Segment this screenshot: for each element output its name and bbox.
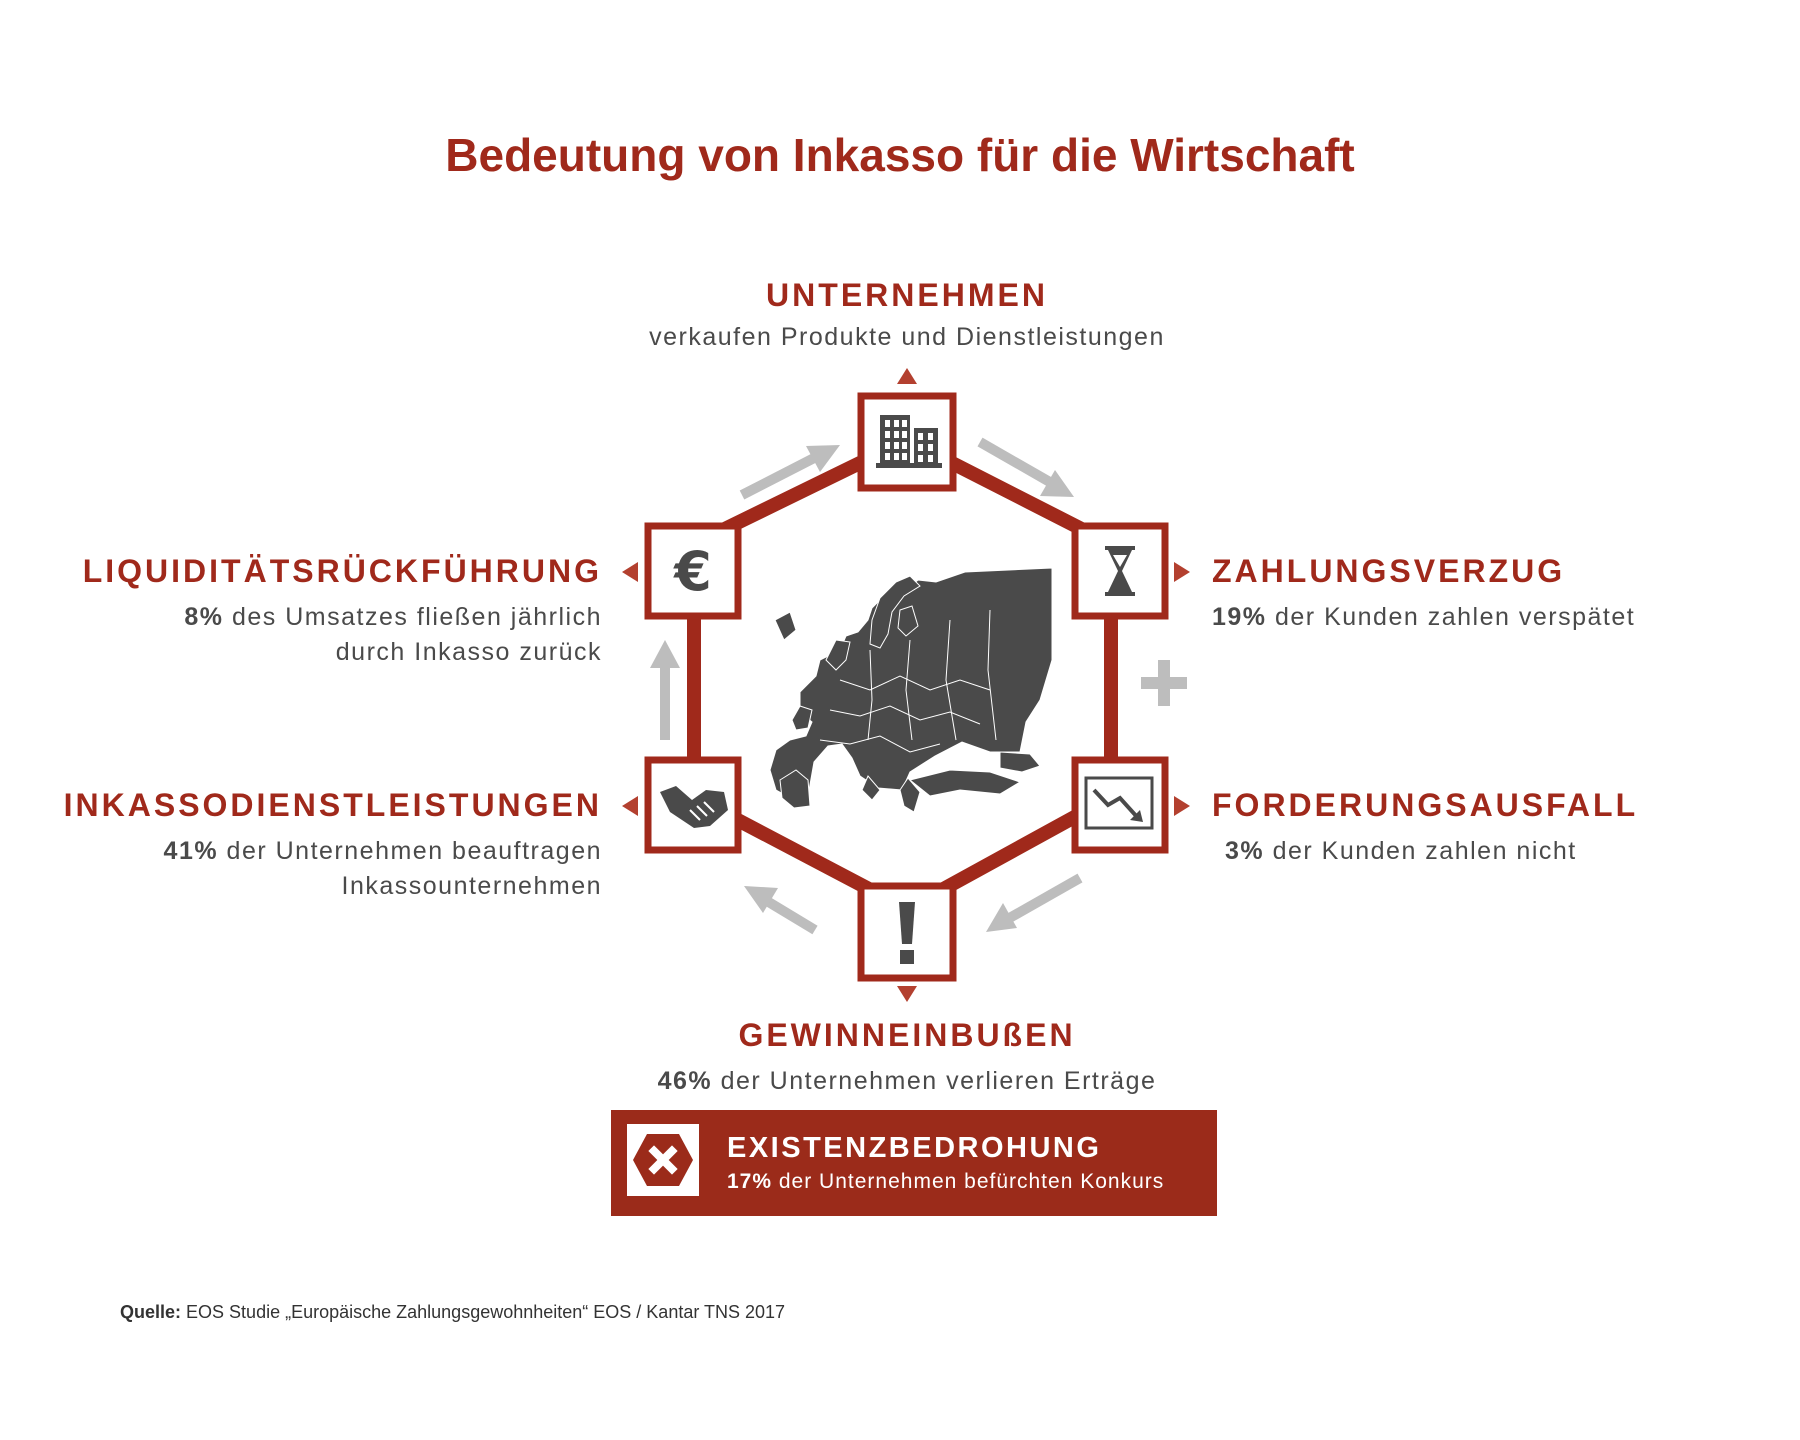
close-hexagon-icon	[627, 1124, 699, 1196]
liquiditaet-value: 8%	[184, 603, 224, 631]
forderungsausfall-desc: der Kunden zahlen nicht	[1272, 837, 1577, 865]
source-label: Quelle:	[120, 1302, 182, 1322]
banner-text	[727, 1170, 1164, 1194]
source-note	[120, 1302, 785, 1323]
arrow-bottom-left	[744, 886, 815, 930]
inkassodienstleistungen-value: 41%	[163, 837, 219, 865]
liquiditaet-line1: des Umsatzes fließen jährlich	[231, 603, 602, 631]
zahlungsverzug-desc: der Kunden zahlen verspätet	[1275, 603, 1636, 631]
inkassodienstleistungen-heading: INKASSODIENSTLEISTUNGEN	[63, 787, 602, 823]
arrow-right-lower	[986, 878, 1080, 932]
banner-icon-box	[627, 1124, 699, 1196]
unternehmen-heading: UNTERNEHMEN	[766, 277, 1048, 313]
forderungsausfall-heading: FORDERUNGSAUSFALL	[1212, 787, 1639, 823]
gewinneinbussen-desc: der Unternehmen verlieren Erträge	[720, 1067, 1157, 1095]
inkassodienstleistungen-line1: der Unternehmen beauftragen	[226, 837, 602, 865]
gewinneinbussen-value: 46%	[657, 1067, 713, 1095]
zahlungsverzug-heading: ZAHLUNGSVERZUG	[1212, 553, 1566, 589]
inkassodienstleistungen-text	[40, 834, 602, 904]
forderungsausfall-value: 3%	[1225, 837, 1265, 865]
liquiditaet-line2: durch Inkasso zurück	[335, 638, 602, 666]
page-title: Bedeutung von Inkasso für die Wirtschaft	[445, 129, 1355, 181]
liquiditaet-heading: LIQUIDITÄTSRÜCKFÜHRUNG	[82, 553, 602, 589]
zahlungsverzug-text	[1212, 600, 1635, 635]
zahlungsverzug-value: 19%	[1212, 603, 1267, 631]
arrow-left-up	[650, 640, 680, 740]
europe-map-icon	[770, 568, 1052, 812]
banner-heading: EXISTENZBEDROHUNG	[727, 1132, 1102, 1164]
gewinneinbussen-text	[560, 1064, 1254, 1099]
liquiditaet-text	[40, 600, 602, 670]
gewinneinbussen-heading: GEWINNEINBUßEN	[738, 1017, 1076, 1053]
banner-desc: der Unternehmen befürchten Konkurs	[778, 1170, 1165, 1193]
unternehmen-text: verkaufen Produkte und Dienstleistungen	[649, 323, 1165, 351]
banner-value: 17%	[727, 1170, 773, 1193]
forderungsausfall-text	[1225, 834, 1577, 869]
plus-icon	[1141, 660, 1187, 706]
source-text: EOS Studie „Europäische Zahlungsgewohnheiten“ EOS / Kantar TNS 2017	[186, 1302, 786, 1322]
exclamation-icon	[899, 902, 915, 964]
euro-icon: €	[674, 540, 712, 603]
existenzbedrohung-banner	[611, 1110, 1217, 1216]
inkassodienstleistungen-line2: Inkassounternehmen	[341, 872, 602, 900]
